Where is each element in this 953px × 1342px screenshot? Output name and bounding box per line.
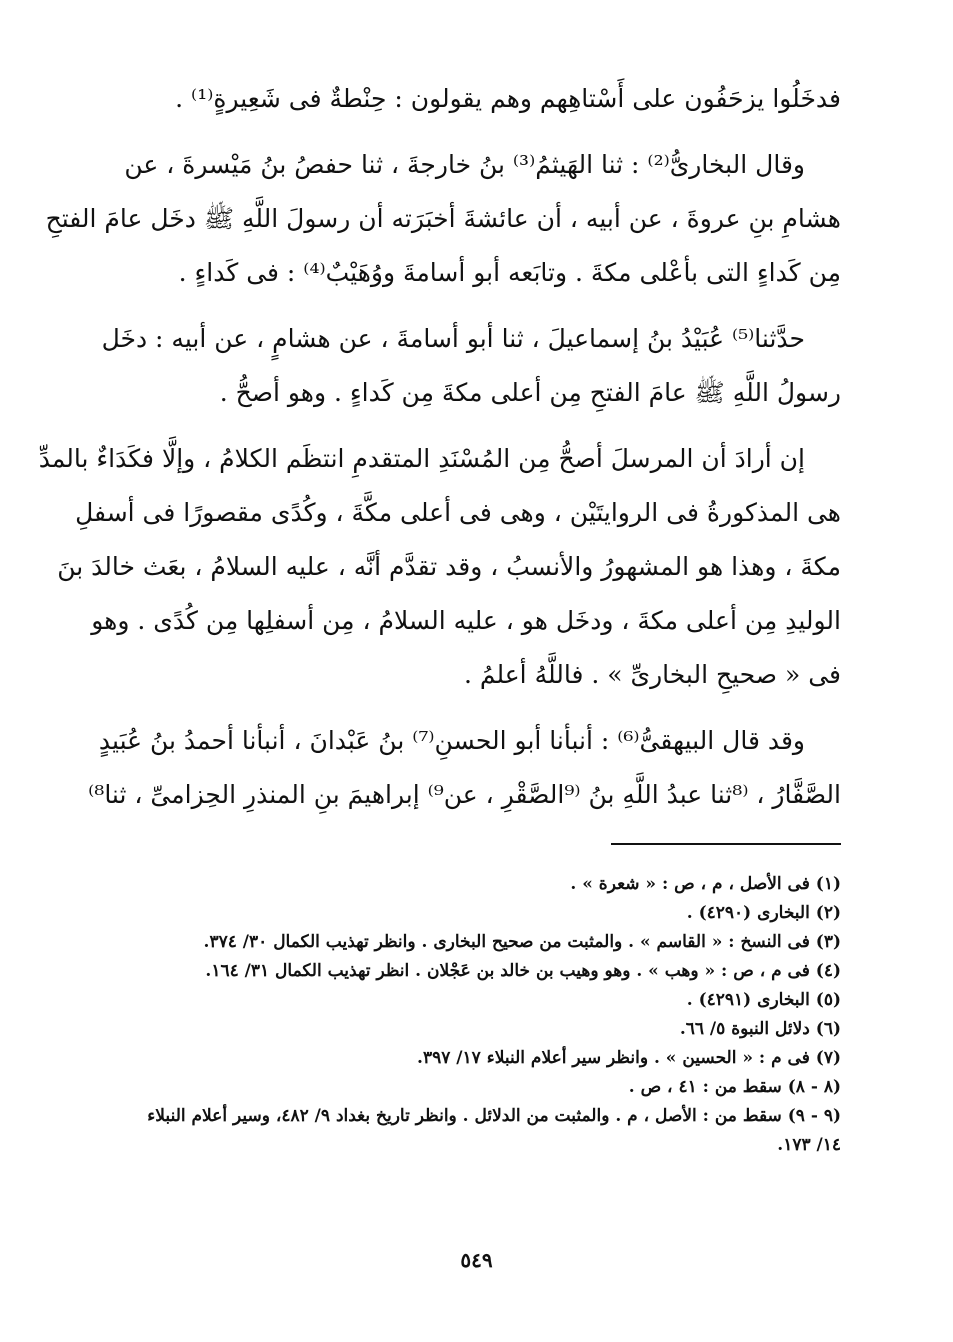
text-line: هى المذكورةُ فى الروايتَيْن ، وهى فى أعلى مكَّةَ ، وكُدًى مقصورًا فى أسفلِ: [75, 498, 841, 527]
paragraph-4: [38, 432, 841, 702]
footnote-7: (٧) فى م : « الحسين » . وانظر سير أعلام النبلاء ١٧/ ٣٩٧.: [417, 1048, 841, 1068]
footnote-divider: [611, 843, 841, 845]
paragraph-5: [88, 714, 841, 822]
text-line: الصَّفَّارُ ، ⁽⁸ثنا عبدُ اللَّهِ بنُ ⁽⁹الصَّقْرِ ، عن⁹⁾ إبراهيمَ بنِ المنذرِ الحِزامىِّ ، ثنا⁸⁾: [88, 780, 841, 809]
footnote-6: (٦) دلائل النبوة ٥/ ٦٦.: [679, 1019, 841, 1039]
text-line: إن أرادَ أن المرسلَ أصحُّ مِن المُسْنَدِ المتقدمِ انتظَم الكلامُ ، وإلَّا فكَدَاءٌ بالمدِّ: [38, 444, 805, 473]
text-line: فدخَلُوا يزحَفُون على أَسْتاهِهم وهم يقولون : حِنْطةٌ فى شَعِيرةٍ⁽¹⁾ .: [175, 84, 841, 113]
paragraph-1: [129, 72, 841, 126]
footnote-4: (٤) فى م ، ص : « وهب » . وهو وهيب بن خالد بن عَجْلان . انظر تهذيب الكمال ٣١/ ١٦٤.: [205, 961, 841, 981]
footnote-2: (٢) البخارى (٤٢٩٠) .: [686, 903, 841, 923]
text-line: هشامِ بنِ عروةَ ، عن أبيه ، أن عائشةَ أخبَرَته أن رسولَ اللَّهِ ﷺ دخَل عامَ الفتحِ: [45, 204, 841, 233]
main-text: [38, 72, 841, 834]
text-line: وقال البخارىُّ⁽²⁾ : ثنا الهَيثمُ⁽³⁾ بنُ خارجةَ ، ثنا حفصُ بنُ مَيْسرةَ ، عن: [124, 150, 805, 179]
page-number: ٥٤٩: [460, 1248, 493, 1272]
text-line: وقد قال البيهقىُّ⁽⁶⁾ : أنبأنا أبو الحسنِ⁽⁷⁾ بنُ عَبْدانَ ، أنبأنا أحمدُ بنُ عُبَيدٍ: [98, 726, 805, 755]
text-line: فى « صحيحِ البخارىِّ » . فاللَّهُ أعلمُ .: [463, 660, 841, 689]
text-line: حدَّثنا⁽⁵⁾ عُبَيْدُ بنُ إسماعيلَ ، ثنا أبو أسامةَ ، عن هشامٍ ، عن أبيه : دخَل: [101, 324, 805, 353]
paragraph-2: [45, 138, 841, 300]
footnote-8: (٨ - ٨) سقط من : ٤١ ، ص .: [628, 1077, 841, 1097]
footnote-1: (١) فى الأصل ، م ، ص : « شعرة » .: [570, 874, 841, 894]
footnotes: [129, 870, 841, 1160]
text-line: الوليدِ مِن أعلى مكةَ ، ودخَل هو ، عليه السلامُ ، مِن أسفلِها مِن كُدًى . وهو: [91, 606, 841, 635]
paragraph-3: [101, 312, 841, 420]
text-line: رسولُ اللَّهِ ﷺ عامَ الفتحِ مِن أعلى مكةَ مِن كَداءٍ . وهو أصحُّ .: [219, 378, 841, 407]
footnote-3: (٣) فى النسخ : « القاسم » . والمثبت من صحيح البخارى . وانظر تهذيب الكمال ٣٠/ ٣٧٤.: [203, 932, 841, 952]
text-line: مِن كَداءٍ التى بأعْلى مكةَ . وتابَعه أبو أسامةَ ووُهَيْبٌ⁽⁴⁾ : فى كَداءٍ .: [178, 258, 841, 287]
text-line: مكةَ ، وهذا هو المشهورُ والأنسبُ ، وقد تقدَّم أنَّه ، عليه السلامُ ، بعَث خالدَ بنَ: [57, 552, 841, 581]
footnote-9: (٩ - ٩) سقط من : الأصل ، م . والمثبت من الدلائل . وانظر تاريخ بغداد ٩/ ٤٨٢، وسير أعلام النبلاء ١٤/ ١٧٣.: [147, 1106, 841, 1155]
footnote-5: (٥) البخارى (٤٢٩١) .: [686, 990, 841, 1010]
